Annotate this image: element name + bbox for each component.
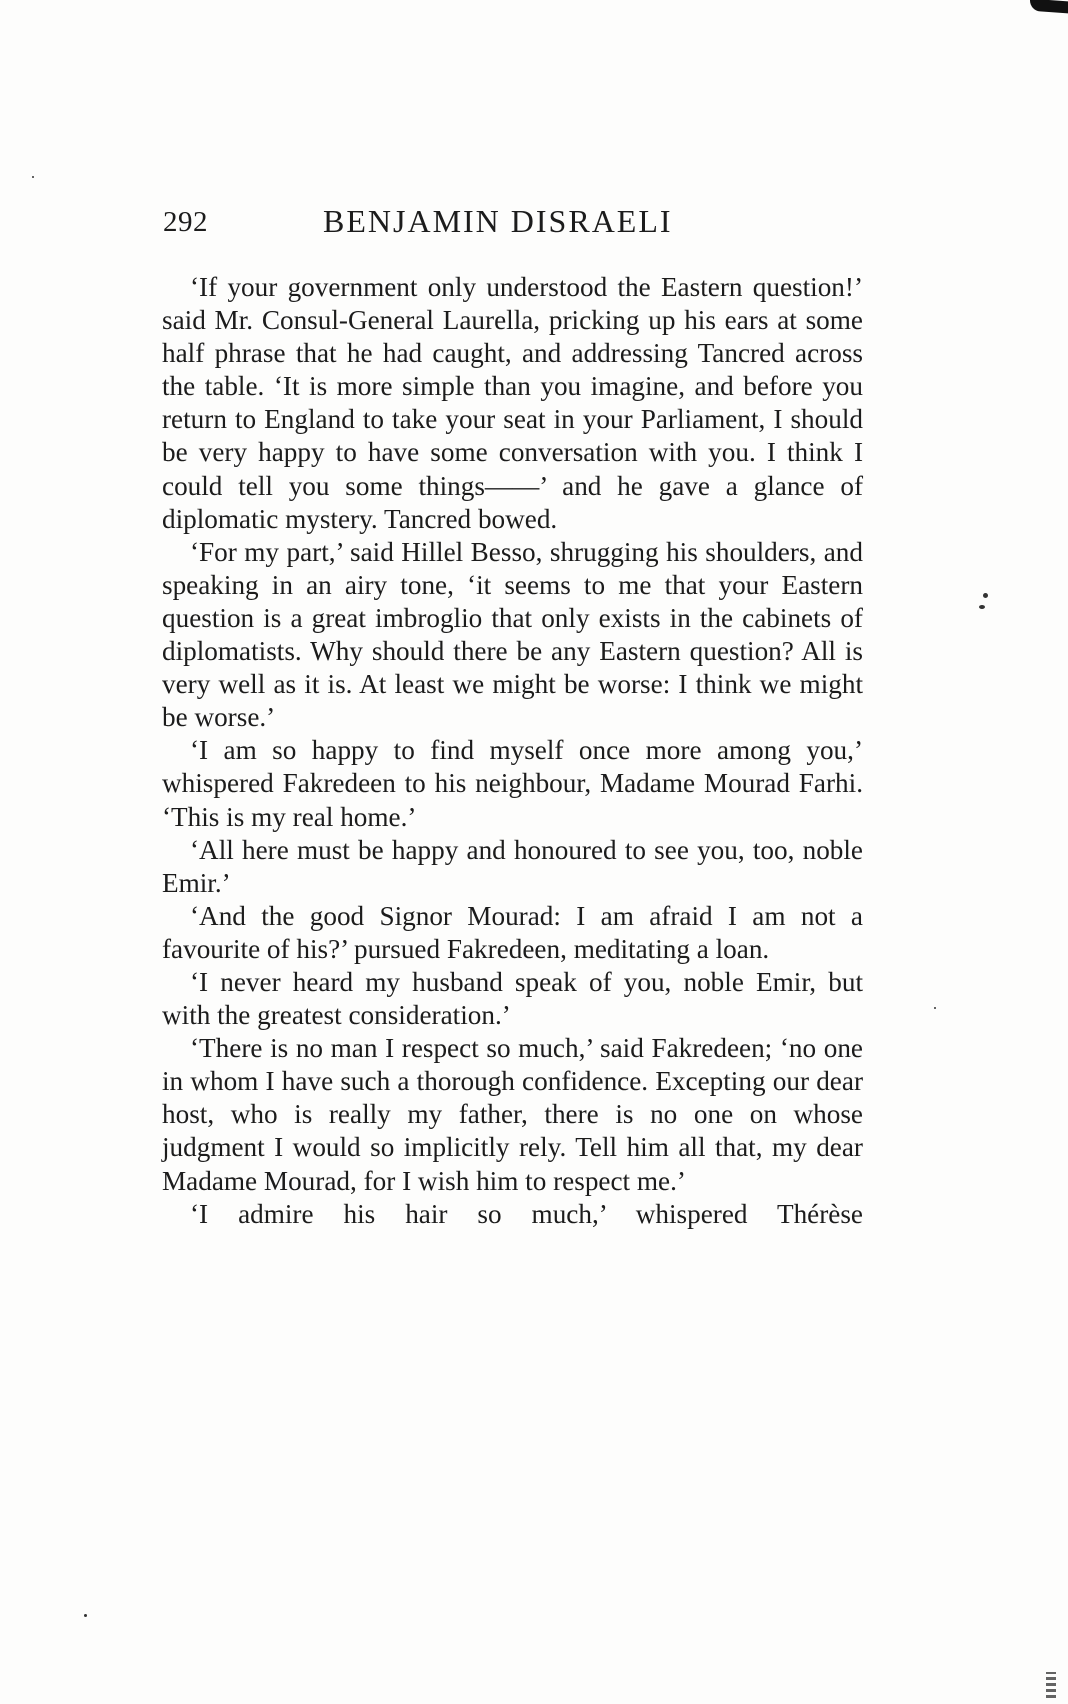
ink-speck [983,593,988,598]
paragraph: ‘There is no man I respect so much,’ said Fakredeen; ‘no one in whom I have such a thorough confidence. Excepting our dear host, who is really my father, there is no one on whose judgment I would so implicitly rely. Tell him all that, my dear Madame Mourad, for I wish him to respect me.’ [162,1033,863,1196]
edge-mark [1046,1672,1056,1698]
ink-speck [934,1007,936,1009]
paragraph: ‘I am so happy to find myself once more among you,’ whispered Fakredeen to his neighbour, Madame Mourad Farhi. ‘This is my real home.’ [162,735,863,832]
paragraph: ‘I admire his hair so much,’ whispered Thérèse [190,1198,863,1229]
page-number: 292 [163,206,208,238]
ink-speck [32,176,34,178]
paragraph: ‘All here must be happy and honoured to see you, too, noble Emir.’ [162,834,863,898]
body-text [162,271,863,1231]
paragraph: ‘I never heard my husband speak of you, noble Emir, but with the greatest consideration.’ [162,966,863,1031]
paragraph: ‘For my part,’ said Hillel Besso, shrugging his shoulders, and speaking in an airy tone, ‘it seems to me that your Eastern question is a great imbroglio that only exists in the cabinets of diplomatists. Why should there be any Eastern question? All is very well as it is. At least we might be worse: I think we might be worse.’ [162,536,863,733]
paragraph: ‘And the good Signor Mourad: I am afraid I am not a favourite of his?’ pursued Fakredeen, meditating a loan. [162,900,863,964]
running-title: BENJAMIN DISRAELI [323,203,673,239]
paragraph: ‘If your government only understood the Eastern question!’ said Mr. Consul-General Laurella, pricking up his ears at some half phrase that he had caught, and addressing Tancred across the table. ‘It is more simple than you imagine, and before you return to England to take your seat in your Parliament, I should be very happy to have some conversation with you. I think I could tell you some things——’ and he gave a glance of diplomatic mystery. Tancred bowed. [162,272,863,534]
page-corner-mark [1030,0,1068,13]
ink-speck [979,605,985,609]
ink-speck [84,1614,87,1617]
